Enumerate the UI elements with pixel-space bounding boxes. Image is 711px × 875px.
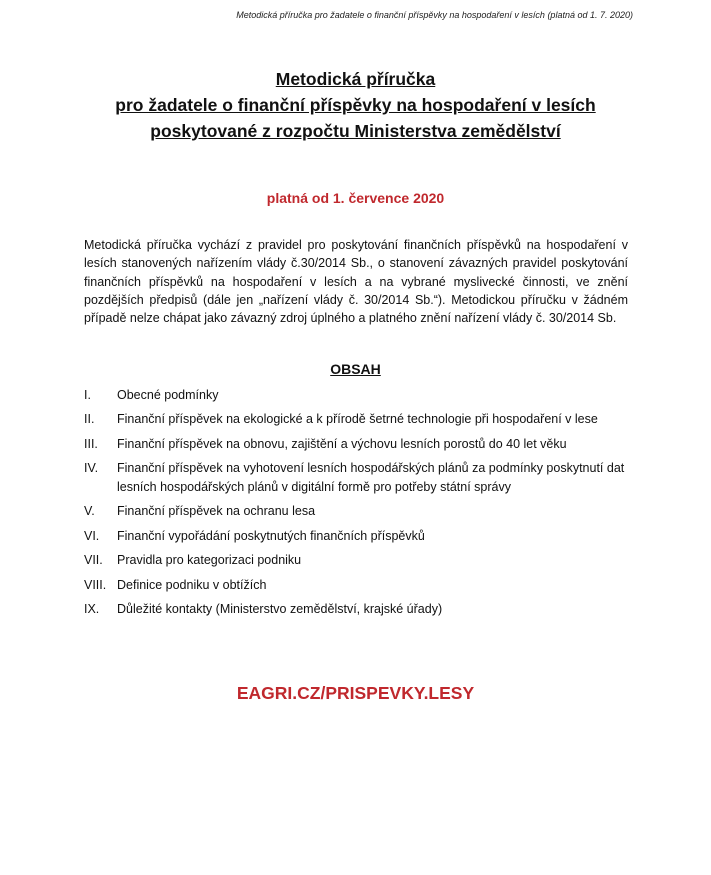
table-of-contents xyxy=(84,386,644,625)
toc-item-1 xyxy=(84,386,644,404)
toc-item-4 xyxy=(84,459,644,496)
toc-item-number: IV. xyxy=(84,461,99,476)
toc-item-6 xyxy=(84,527,644,545)
toc-item-number: VII. xyxy=(84,553,103,568)
title-line-2: pro žadatele o finanční příspěvky na hospodaření v lesích xyxy=(115,95,596,115)
toc-item-2 xyxy=(84,410,644,428)
document-title xyxy=(0,66,711,144)
validity-date: platná od 1. července 2020 xyxy=(266,190,445,206)
eagri-link[interactable]: EAGRI.CZ/PRISPEVKY.LESY xyxy=(236,683,475,703)
toc-item-3 xyxy=(84,435,644,453)
intro-text: Metodická příručka vychází z pravidel pro poskytování finančních příspěvků na hospodaření v lesích stanovených nařízením vlády č.30/2014 Sb., o stanovení závazných pravidel poskytování finančních příspěvků na hospodaření v lesích a na vybrané myslivecké činnosti, ve znění pozdějších předpisů (dále jen „nařízení vlády č. 30/2014 Sb.“). Metodickou příručku v žádném případě nelze chápat jako závazný zdroj úplného a platného znění nařízení vlády č. 30/2014 Sb. xyxy=(84,238,628,326)
title-line-3: poskytované z rozpočtu Ministerstva zemědělství xyxy=(150,121,561,141)
toc-item-text: Definice podniku v obtížích xyxy=(117,577,267,592)
toc-item-text: Pravidla pro kategorizaci podniku xyxy=(117,553,302,568)
toc-heading: OBSAH xyxy=(330,361,381,377)
toc-item-8 xyxy=(84,576,644,594)
toc-item-number: VI. xyxy=(84,528,100,543)
toc-item-text: Finanční příspěvek na vyhotovení lesních hospodářských plánů za podmínky poskytnutí dat lesních hospodářských plánů v digitální formě pro potřeby státní správy xyxy=(117,461,625,494)
toc-item-number: III. xyxy=(84,436,98,451)
toc-item-number: I. xyxy=(84,388,91,402)
toc-item-5 xyxy=(84,502,644,520)
toc-item-number: IX. xyxy=(84,602,100,617)
toc-item-text: Obecné podmínky xyxy=(117,388,219,402)
toc-item-text: Důležité kontakty (Ministerstvo zemědělství, krajské úřady) xyxy=(117,602,443,617)
running-header: Metodická příručka pro žadatele o finanční příspěvky na hospodaření v lesích (platná od 1. 7. 2020) xyxy=(236,10,633,20)
toc-item-text: Finanční vypořádání poskytnutých finančních příspěvků xyxy=(117,528,425,543)
title-line-1: Metodická příručka xyxy=(275,69,436,89)
toc-item-text: Finanční příspěvek na ochranu lesa xyxy=(117,504,316,519)
toc-item-number: II. xyxy=(84,412,95,427)
toc-item-number: VIII. xyxy=(84,577,107,592)
toc-item-text: Finanční příspěvek na obnovu, zajištění a výchovu lesních porostů do 40 let věku xyxy=(117,436,567,451)
intro-paragraph xyxy=(84,236,628,327)
toc-item-number: V. xyxy=(84,504,95,519)
toc-item-9 xyxy=(84,600,644,618)
toc-item-text: Finanční příspěvek na ekologické a k přírodě šetrné technologie při hospodaření v lese xyxy=(117,412,598,427)
toc-item-7 xyxy=(84,551,644,569)
